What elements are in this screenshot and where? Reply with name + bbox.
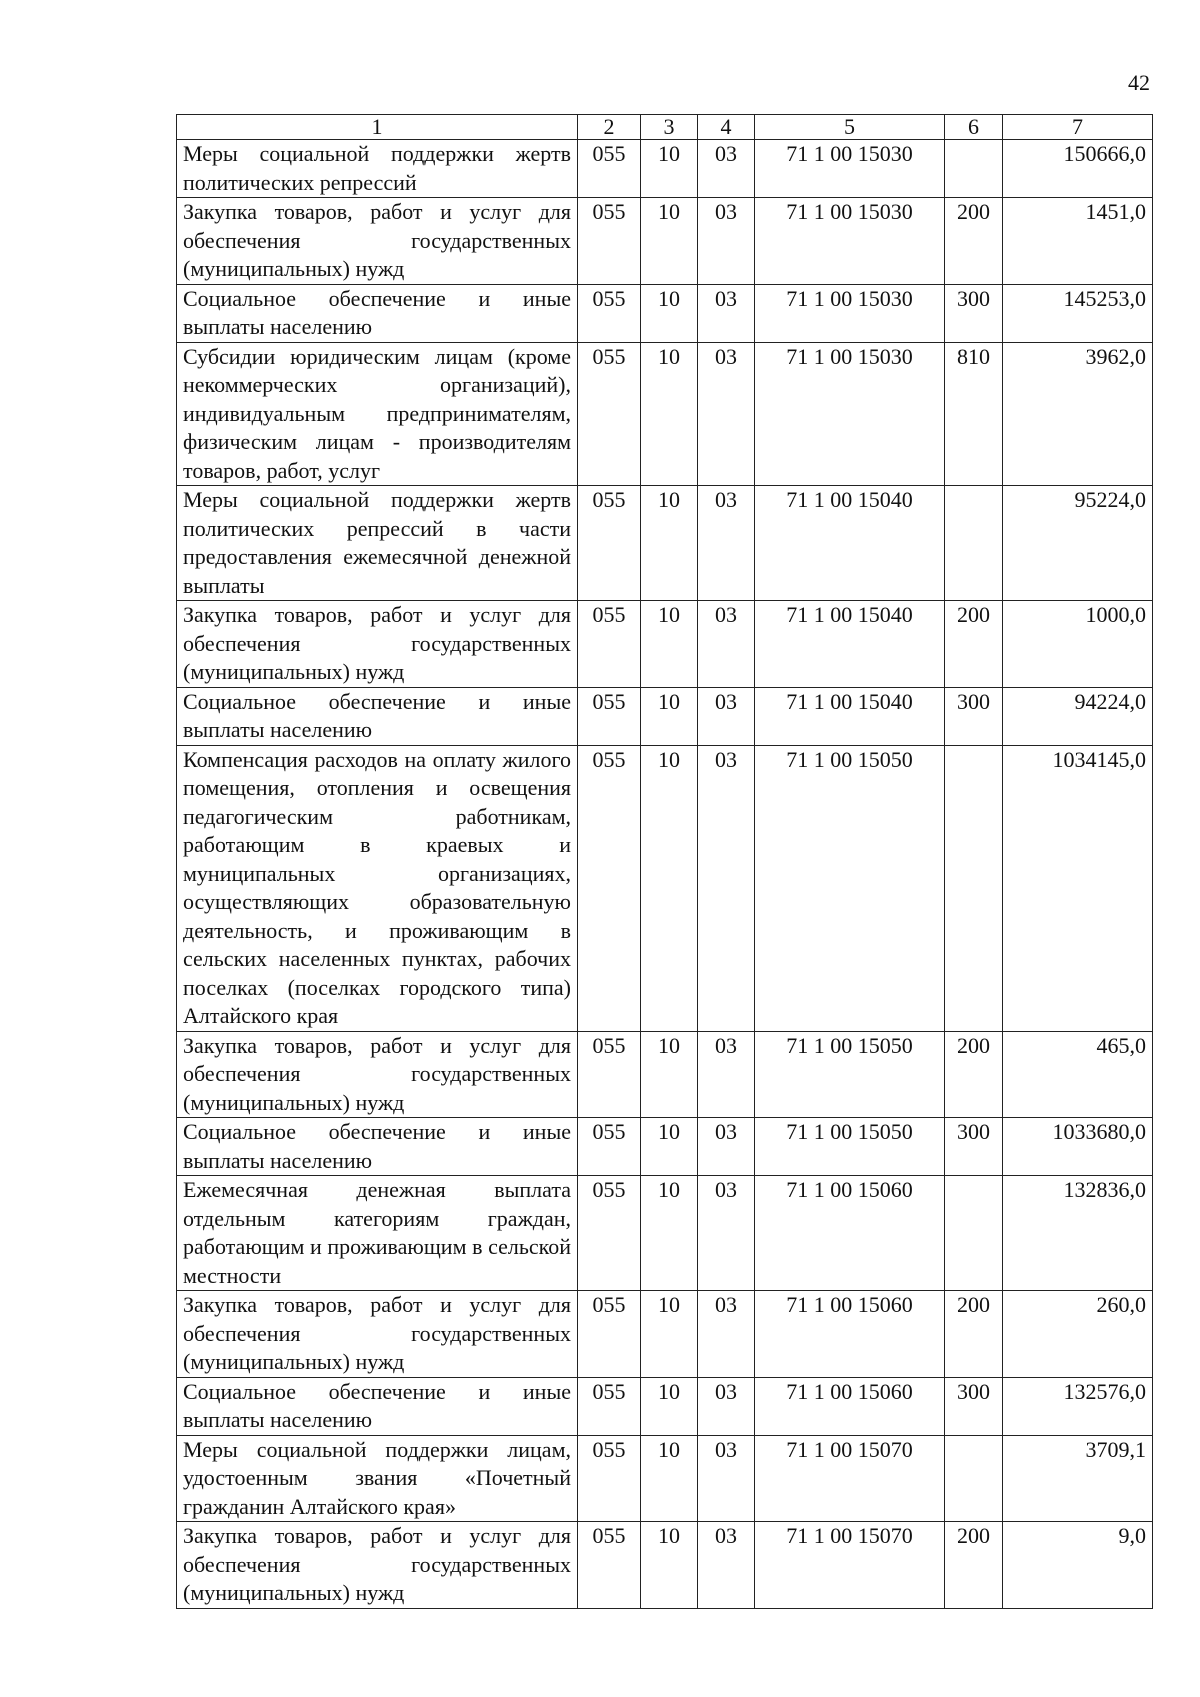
cell-section: 10 <box>641 486 698 601</box>
cell-ministry-code: 055 <box>578 284 641 342</box>
cell-section: 10 <box>641 1176 698 1291</box>
cell-target-article: 71 1 00 15070 <box>755 1435 945 1522</box>
header-cell-3: 3 <box>641 115 698 140</box>
cell-subsection: 03 <box>698 342 755 486</box>
cell-section: 10 <box>641 284 698 342</box>
cell-amount: 132576,0 <box>1003 1377 1153 1435</box>
cell-subsection: 03 <box>698 745 755 1031</box>
cell-ministry-code: 055 <box>578 1031 641 1118</box>
cell-expense-type: 200 <box>945 1522 1003 1609</box>
cell-amount: 260,0 <box>1003 1291 1153 1378</box>
cell-name: Меры социальной поддержки лицам, удостоенным звания «Почетный гражданин Алтайского края» <box>177 1435 578 1522</box>
cell-target-article: 71 1 00 15050 <box>755 745 945 1031</box>
cell-ministry-code: 055 <box>578 687 641 745</box>
cell-expense-type: 810 <box>945 342 1003 486</box>
cell-target-article: 71 1 00 15060 <box>755 1377 945 1435</box>
cell-name: Социальное обеспечение и иные выплаты населению <box>177 1118 578 1176</box>
header-row <box>177 115 1153 140</box>
cell-expense-type: 300 <box>945 1118 1003 1176</box>
cell-target-article: 71 1 00 15030 <box>755 342 945 486</box>
cell-subsection: 03 <box>698 140 755 198</box>
cell-expense-type <box>945 486 1003 601</box>
cell-subsection: 03 <box>698 1522 755 1609</box>
table-row <box>177 486 1153 601</box>
cell-amount: 94224,0 <box>1003 687 1153 745</box>
table-row <box>177 1435 1153 1522</box>
cell-amount: 1451,0 <box>1003 198 1153 285</box>
cell-section: 10 <box>641 1377 698 1435</box>
header-cell-7: 7 <box>1003 115 1153 140</box>
cell-name: Закупка товаров, работ и услуг для обеспечения государственных (муниципальных) нужд <box>177 1291 578 1378</box>
cell-name: Социальное обеспечение и иные выплаты населению <box>177 1377 578 1435</box>
header-cell-1: 1 <box>177 115 578 140</box>
cell-section: 10 <box>641 1435 698 1522</box>
cell-target-article: 71 1 00 15060 <box>755 1176 945 1291</box>
cell-subsection: 03 <box>698 1291 755 1378</box>
cell-ministry-code: 055 <box>578 1522 641 1609</box>
table-row <box>177 1031 1153 1118</box>
cell-name: Закупка товаров, работ и услуг для обеспечения государственных (муниципальных) нужд <box>177 601 578 688</box>
cell-section: 10 <box>641 1118 698 1176</box>
cell-target-article: 71 1 00 15030 <box>755 140 945 198</box>
cell-name: Компенсация расходов на оплату жилого помещения, отопления и освещения педагогическим работникам, работающим в краевых и муниципальных организациях, осуществляющих образовательную деятельность, и проживающим в сельских населенных пунктах, рабочих поселках (поселках городского типа) Алтайского края <box>177 745 578 1031</box>
table-row <box>177 284 1153 342</box>
page-number: 42 <box>1128 70 1150 95</box>
cell-amount: 465,0 <box>1003 1031 1153 1118</box>
cell-amount: 3962,0 <box>1003 342 1153 486</box>
cell-target-article: 71 1 00 15040 <box>755 486 945 601</box>
cell-section: 10 <box>641 1522 698 1609</box>
table-row <box>177 140 1153 198</box>
cell-ministry-code: 055 <box>578 140 641 198</box>
cell-target-article: 71 1 00 15040 <box>755 687 945 745</box>
header-cell-6: 6 <box>945 115 1003 140</box>
cell-section: 10 <box>641 198 698 285</box>
cell-target-article: 71 1 00 15030 <box>755 198 945 285</box>
cell-section: 10 <box>641 745 698 1031</box>
table-row <box>177 1522 1153 1609</box>
table-row <box>177 1291 1153 1378</box>
cell-expense-type: 300 <box>945 1377 1003 1435</box>
cell-ministry-code: 055 <box>578 198 641 285</box>
cell-amount: 150666,0 <box>1003 140 1153 198</box>
cell-section: 10 <box>641 342 698 486</box>
cell-amount: 95224,0 <box>1003 486 1153 601</box>
cell-subsection: 03 <box>698 284 755 342</box>
cell-ministry-code: 055 <box>578 601 641 688</box>
cell-expense-type: 200 <box>945 198 1003 285</box>
cell-name: Закупка товаров, работ и услуг для обеспечения государственных (муниципальных) нужд <box>177 1522 578 1609</box>
cell-section: 10 <box>641 1291 698 1378</box>
cell-ministry-code: 055 <box>578 1291 641 1378</box>
cell-expense-type <box>945 1176 1003 1291</box>
cell-ministry-code: 055 <box>578 342 641 486</box>
table-body <box>177 140 1153 1609</box>
cell-target-article: 71 1 00 15050 <box>755 1118 945 1176</box>
cell-section: 10 <box>641 140 698 198</box>
cell-expense-type: 300 <box>945 687 1003 745</box>
cell-expense-type: 300 <box>945 284 1003 342</box>
cell-subsection: 03 <box>698 1377 755 1435</box>
cell-name: Закупка товаров, работ и услуг для обеспечения государственных (муниципальных) нужд <box>177 1031 578 1118</box>
cell-ministry-code: 055 <box>578 1176 641 1291</box>
table-row <box>177 1118 1153 1176</box>
cell-name: Субсидии юридическим лицам (кроме некоммерческих организаций), индивидуальным предпринимателям, физическим лицам - производителям товаров, работ, услуг <box>177 342 578 486</box>
cell-ministry-code: 055 <box>578 1435 641 1522</box>
cell-subsection: 03 <box>698 1031 755 1118</box>
cell-ministry-code: 055 <box>578 1118 641 1176</box>
cell-expense-type: 200 <box>945 1031 1003 1118</box>
cell-target-article: 71 1 00 15030 <box>755 284 945 342</box>
cell-target-article: 71 1 00 15060 <box>755 1291 945 1378</box>
cell-expense-type: 200 <box>945 1291 1003 1378</box>
cell-amount: 145253,0 <box>1003 284 1153 342</box>
cell-subsection: 03 <box>698 687 755 745</box>
cell-subsection: 03 <box>698 198 755 285</box>
cell-expense-type: 200 <box>945 601 1003 688</box>
cell-ministry-code: 055 <box>578 1377 641 1435</box>
header-cell-4: 4 <box>698 115 755 140</box>
cell-amount: 1000,0 <box>1003 601 1153 688</box>
table-row <box>177 342 1153 486</box>
cell-amount: 1033680,0 <box>1003 1118 1153 1176</box>
cell-expense-type <box>945 1435 1003 1522</box>
cell-subsection: 03 <box>698 601 755 688</box>
cell-subsection: 03 <box>698 486 755 601</box>
cell-ministry-code: 055 <box>578 486 641 601</box>
cell-name: Меры социальной поддержки жертв политических репрессий <box>177 140 578 198</box>
budget-table <box>176 114 1153 1609</box>
cell-section: 10 <box>641 1031 698 1118</box>
cell-section: 10 <box>641 601 698 688</box>
table-row <box>177 1176 1153 1291</box>
cell-name: Социальное обеспечение и иные выплаты населению <box>177 687 578 745</box>
cell-subsection: 03 <box>698 1435 755 1522</box>
cell-name: Социальное обеспечение и иные выплаты населению <box>177 284 578 342</box>
cell-target-article: 71 1 00 15070 <box>755 1522 945 1609</box>
table-row <box>177 601 1153 688</box>
cell-subsection: 03 <box>698 1118 755 1176</box>
header-cell-2: 2 <box>578 115 641 140</box>
cell-section: 10 <box>641 687 698 745</box>
cell-name: Меры социальной поддержки жертв политических репрессий в части предоставления ежемесячной денежной выплаты <box>177 486 578 601</box>
cell-name: Ежемесячная денежная выплата отдельным категориям граждан, работающим и проживающим в сельской местности <box>177 1176 578 1291</box>
table-row <box>177 687 1153 745</box>
cell-amount: 132836,0 <box>1003 1176 1153 1291</box>
table-header <box>177 115 1153 140</box>
table-row <box>177 198 1153 285</box>
cell-name: Закупка товаров, работ и услуг для обеспечения государственных (муниципальных) нужд <box>177 198 578 285</box>
cell-target-article: 71 1 00 15040 <box>755 601 945 688</box>
cell-subsection: 03 <box>698 1176 755 1291</box>
cell-amount: 1034145,0 <box>1003 745 1153 1031</box>
cell-target-article: 71 1 00 15050 <box>755 1031 945 1118</box>
table-row <box>177 745 1153 1031</box>
cell-amount: 9,0 <box>1003 1522 1153 1609</box>
cell-expense-type <box>945 745 1003 1031</box>
cell-expense-type <box>945 140 1003 198</box>
cell-ministry-code: 055 <box>578 745 641 1031</box>
header-cell-5: 5 <box>755 115 945 140</box>
table-row <box>177 1377 1153 1435</box>
cell-amount: 3709,1 <box>1003 1435 1153 1522</box>
